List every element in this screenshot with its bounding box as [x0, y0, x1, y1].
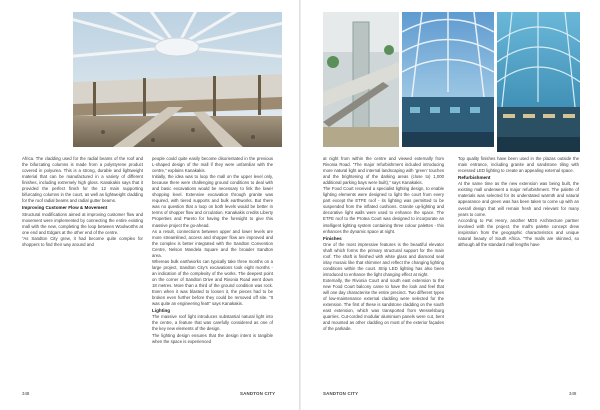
escalator-illustration [323, 12, 399, 147]
running-footer: SANDTON CITY [240, 391, 276, 396]
subheading: Refurbishment [458, 175, 491, 181]
court-roof-illustration [497, 12, 580, 152]
paragraph: At the same time as the new extension was being built, the existing mall underwent a major refurbishment. The palette of materials was selected for its understated warmth and natural appearance and green was has been taken to come up with an overall design that will remain fresh and relevant for many years to come. [458, 181, 579, 217]
paragraph: The lighting design ensures that the design intent is tangible when the space is experienced [152, 332, 273, 344]
subheading: Finishes [323, 235, 342, 241]
paragraph: The Food Court received a specialist lighting design, to enable lighting elements were designed to light the court from every part except the ETFE roof - its lighting was permitted to be suspended from the inflated cushions. Granite up-lighting and decorative light walls were used to enhance the space. The ETFE roof to the Protea Court was designed to incorporate an intelligent lighting system containing three colour palettes - this enhances the dynamic space at night. [323, 186, 444, 234]
atrium-roof-photo [73, 12, 282, 147]
text-column-1 [22, 156, 143, 248]
paragraph: According to Pat Henry, another MDS Architecture partner involved with the project, the mall’s palette concept drew inspiration from the geographic characteristics and unique natural beauty of South Africa. “The malls are skinned, so although all the standard mall lengths have [458, 217, 579, 247]
running-footer: SANDTON CITY [323, 391, 359, 396]
right-page [301, 0, 600, 410]
etfe-roof-photo [402, 12, 494, 147]
food-court-escalator-photo [323, 12, 399, 147]
court-under-roof-photo [497, 12, 580, 152]
paragraph: The massive roof light introduces substantial natural light into the centre, a feature that was carefully considered as one of the key new elements of the design. [152, 314, 273, 332]
text-column-4 [458, 156, 579, 248]
page-number: 349 [569, 391, 577, 396]
paragraph: Initially, the idea was to loop the mall on the upper level only, because there were challenging ground conditions to deal with and basic excavations would be necessary to link the lower shopping level. Extensive excavation through granite was required, with tiered supports and bulk earthworks. But there was no question that a loop on both levels would be better in terms of shopper flow and circulation. Kanakakis credits Liberty Properties and Pareto for having the foresight to give this massive project the go-ahead. [152, 174, 273, 228]
paragraph: at night from within the centre and viewed externally from Rivonia Road. “The major refurbishment included introducing more natural light and internal landscaping with ‘green’ touches and the brightening of the darking areas (close to) 1,000 additional parking bays were built),” says Kanakakis. [323, 156, 444, 186]
paragraph: Africa. The cladding used for the radial beams of the roof and the bifurcating columns is made from a polystyrene product covered in polyurea. This is a strong, durable and lightweight material that can be manufactured in a variety of different finishes, including extremely high gloss. Kanakakis says that it provided the perfect finish for the 12 main supporting bifurcating columns in the court, as well as lightweight cladding for the roof radial beams and radial gutter beams. [22, 156, 143, 204]
paragraph: people could quite easily become disorientated in the previous L-shaped design of the mall if they were unfamiliar with the centre,” explains Kanakakis. [152, 156, 273, 174]
page-number: 348 [22, 391, 30, 396]
text-column-3 [323, 156, 444, 333]
subheading: Lighting [152, 308, 171, 314]
paragraph: Structural modifications aimed at improving customer flow and movement were implemented by connecting the entire existing mall with the new, completing the loop between Woolworths at one end and Edgars at the other end of the centre. [22, 211, 143, 235]
left-page [0, 0, 299, 410]
paragraph: “As Sandton City grew, it had become quite complex for shoppers to find their way around and [22, 235, 143, 247]
paragraph: Whereas bulk earthworks can typically take three months on a large project, Sandton City’s excavations took eight months - an indication of the complexity of the works. The deepest point on the corner of Sandton Drive and Rivonia Road went down 18 metres. More than a third of the ground condition was rock. Even when it was blasted to loosen it, the pieces had to be broken even further before they could be removed off site. “It was quite an engineering feat!” says Kanakakis. [152, 258, 273, 307]
paragraph: Top quality finishes have been used in the plazas outside the main entrance, including granite and sandstone tiling with recessed LED lighting to create an appealing external space. [458, 156, 579, 174]
etfe-roof-illustration [402, 12, 494, 147]
text-column-2 [152, 156, 273, 345]
paragraph: One of the most impressive features is the beautiful elevator shaft which forms the primary structural support for the main roof. The shaft is finished with white glass and diamond seal inlay mosaic like that shimmer and reflect the changing lighting conditions within the court. Strip LED lighting has also been introduced to enhance the light changing effect at night. [323, 241, 444, 278]
subheading: Improving Customer Flow & Movement [22, 205, 108, 211]
paragraph: As a result, connections between upper and lower levels are more streamlined, access and shopper flow are improved and the complex is better integrated with the Sandton Convention Centre, Nelson Mandela Square and the broader Sandton area. [152, 228, 273, 258]
atrium-roof-illustration [73, 12, 282, 147]
paragraph: Externally, the Rivonia Court and south east extension to the new Food Court balcony came to have the look and feel that will one day characterise the entire precinct. Two different types of low-maintenance external cladding were selected for the extension. The first of these is sandstone cladding on the south east extension, which was transported from Wesselsburg quarries. Cut-corded modular aluminium panels were cut, bent and mounted as other cladding on most of the exterior façades of the parkade. [323, 278, 444, 332]
